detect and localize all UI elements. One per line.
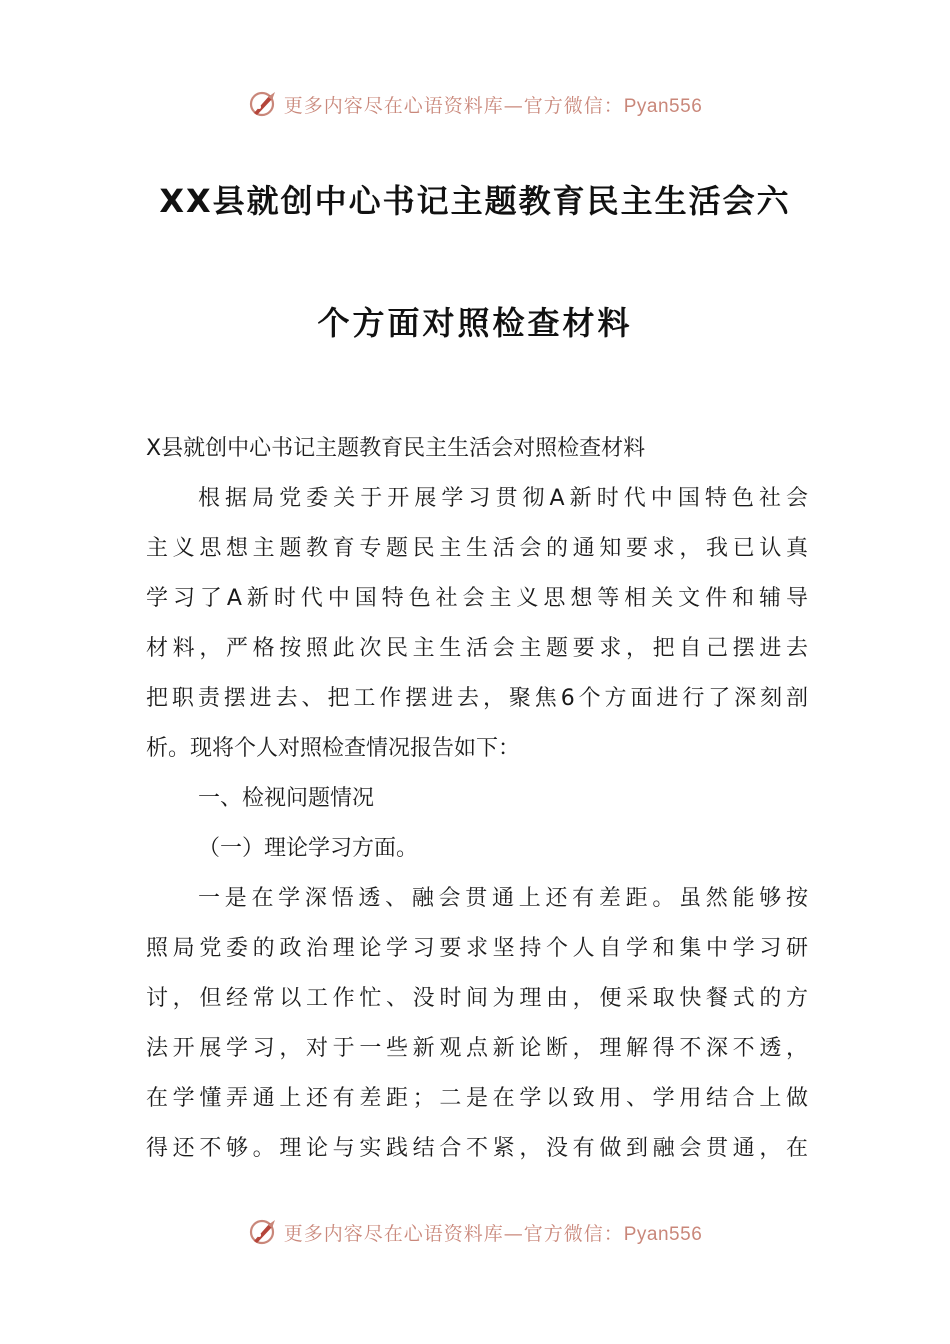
paragraph-line: 在学懂弄通上还有差距；二是在学以致用、学用结合上做 [146, 1086, 808, 1111]
paragraph-line: 法开展学习，对于一些新观点新论断，理解得不深不透， [146, 1036, 808, 1061]
document-title-line-2: 个方面对照检查材料 [317, 304, 633, 342]
paragraph-line: 把职责摆进去、把工作摆进去，聚焦6个方面进行了深刻剖 [146, 686, 808, 711]
paragraph-line: 析。现将个人对照检查情况报告如下： [146, 736, 521, 761]
watermark-text: 更多内容尽在心语资料库—官方微信： [283, 94, 624, 117]
quill-pen-logo-icon [248, 1217, 278, 1247]
paragraph-line: 学习了A新时代中国特色社会主义思想等相关文件和辅导 [146, 586, 808, 611]
paragraph-line: 材料，严格按照此次民主生活会主题要求，把自己摆进去 [146, 636, 808, 661]
section-heading: 一、检视问题情况 [198, 786, 375, 811]
watermark-wechat-id: Pyan556 [623, 1223, 703, 1245]
watermark-text: 更多内容尽在心语资料库—官方微信： [283, 1222, 624, 1245]
paragraph-line: 得还不够。理论与实践结合不紧，没有做到融会贯通，在 [146, 1136, 808, 1161]
body-subtitle: X县就创中心书记主题教育民主生活会对照检查材料 [146, 436, 646, 461]
paragraph-line: 根据局党委关于开展学习贯彻A新时代中国特色社会 [198, 486, 808, 511]
document-title-line-1: XX县就创中心书记主题教育民主生活会六 [159, 182, 791, 220]
subsection-heading: （一）理论学习方面。 [198, 836, 419, 861]
paragraph-line: 一是在学深悟透、融会贯通上还有差距。虽然能够按 [198, 886, 808, 911]
header-watermark [0, 82, 950, 126]
paragraph-line: 讨，但经常以工作忙、没时间为理由，便采取快餐式的方 [146, 986, 808, 1011]
footer-watermark [0, 1210, 950, 1254]
quill-pen-logo-icon [248, 89, 278, 119]
paragraph-line: 照局党委的政治理论学习要求坚持个人自学和集中学习研 [146, 936, 808, 961]
watermark-wechat-id: Pyan556 [623, 95, 703, 117]
paragraph-line: 主义思想主题教育专题民主生活会的通知要求，我已认真 [146, 536, 808, 561]
